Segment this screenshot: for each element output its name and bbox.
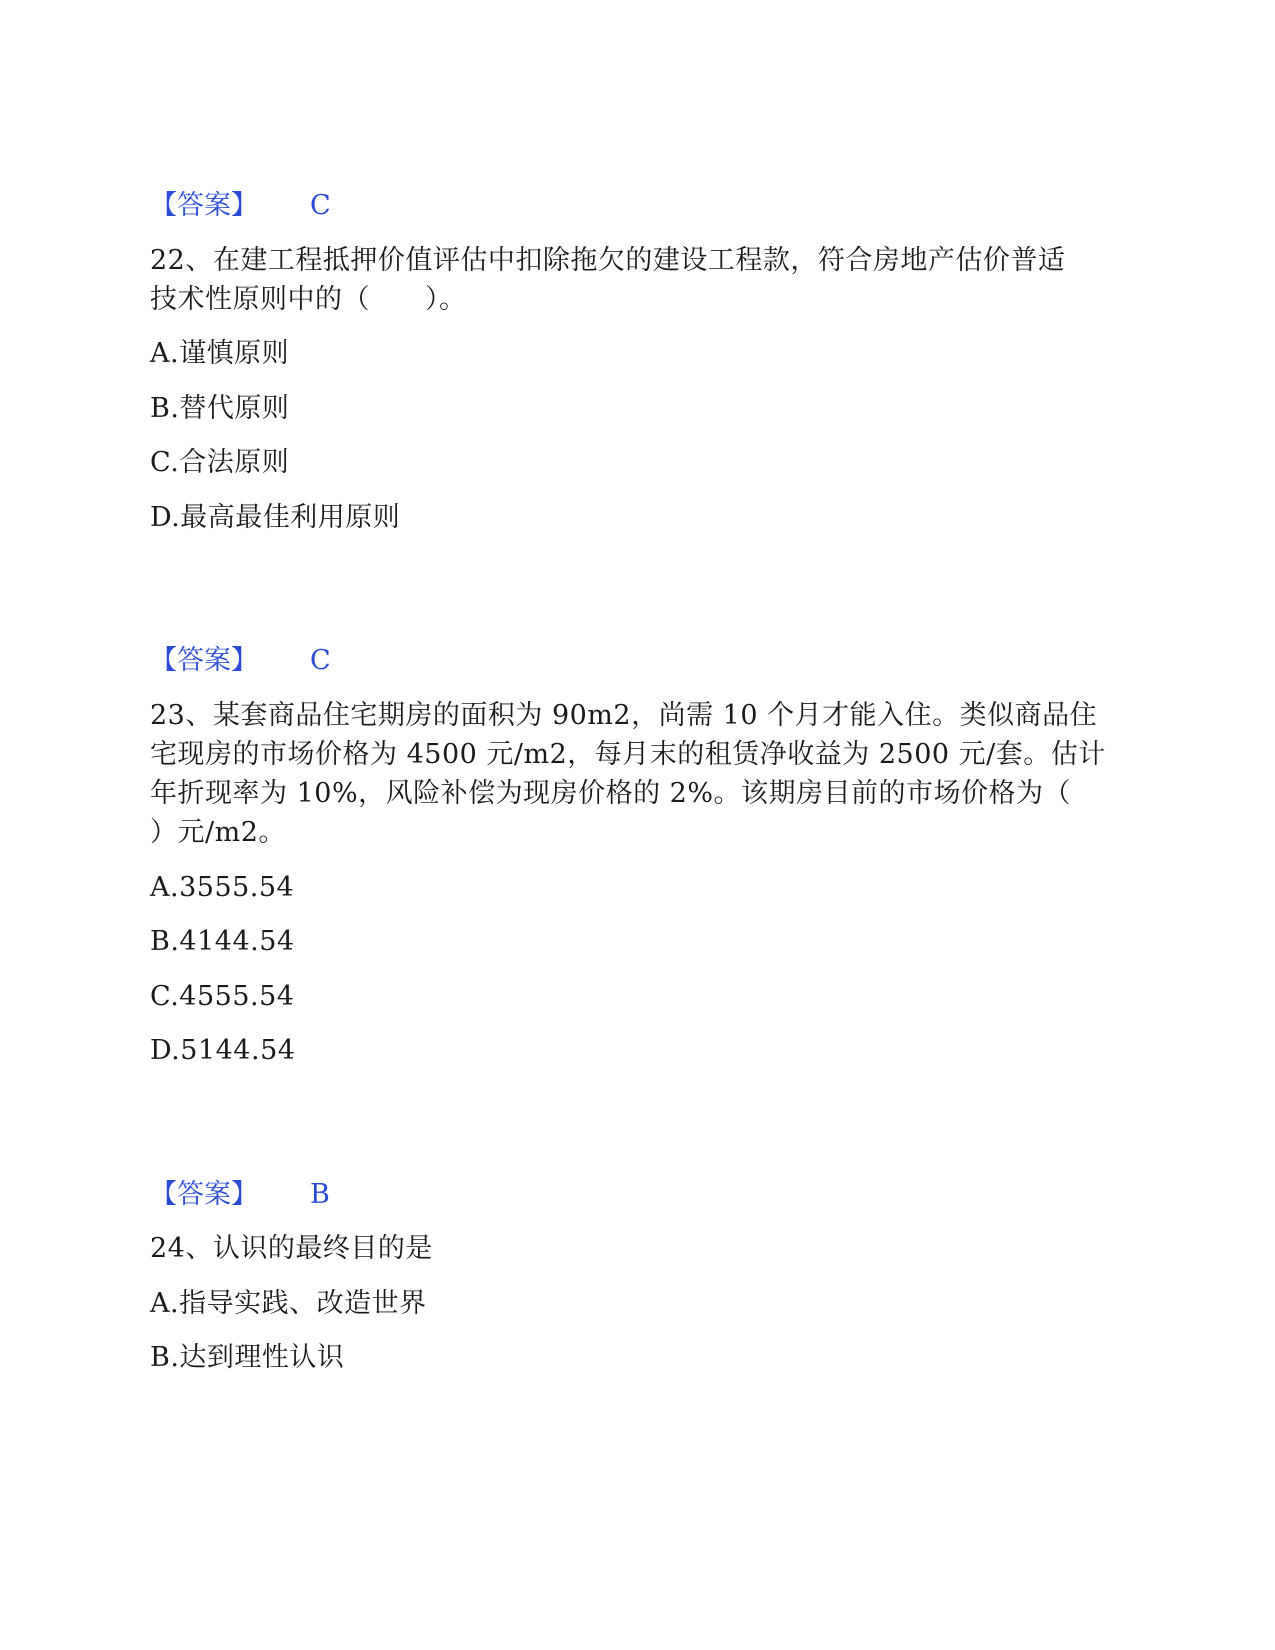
answer-label: 【答案】 [150,1179,258,1210]
option-c: C.4555.54 [150,981,295,1012]
option-d: D.5144.54 [150,1035,296,1066]
question-23-line-4: ）元/m2。 [150,817,286,848]
option-a: A.谨慎原则 [150,338,290,369]
question-22-line-2: 技术性原则中的（ ）。 [150,284,467,315]
answer-line [150,1175,330,1215]
option-a: A.指导实践、改造世界 [150,1288,427,1319]
answer-value: C [310,645,331,676]
answer-label: 【答案】 [150,190,258,221]
option-b: B.4144.54 [150,926,295,957]
option-c: C.合法原则 [150,447,290,478]
answer-value: B [310,1179,330,1210]
question-23-line-3: 年折现率为 10%，风险补偿为现房价格的 2%。该期房目前的市场价格为（ [150,778,1072,809]
answer-label: 【答案】 [150,645,258,676]
answer-line [150,186,331,226]
answer-line [150,641,331,681]
option-b: B.替代原则 [150,393,290,424]
answer-value: C [310,190,331,221]
option-a: A.3555.54 [150,872,295,903]
question-22-line-1: 22、在建工程抵押价值评估中扣除拖欠的建设工程款，符合房地产估价普适 [150,245,1066,276]
question-24-line-1: 24、认识的最终目的是 [150,1233,433,1264]
question-23-line-1: 23、某套商品住宅期房的面积为 90m2，尚需 10 个月才能入住。类似商品住 [150,700,1098,731]
question-23-line-2: 宅现房的市场价格为 4500 元/m2，每月末的租赁净收益为 2500 元/套。估计 [150,739,1106,770]
option-b: B.达到理性认识 [150,1342,345,1373]
option-d: D.最高最佳利用原则 [150,502,401,533]
